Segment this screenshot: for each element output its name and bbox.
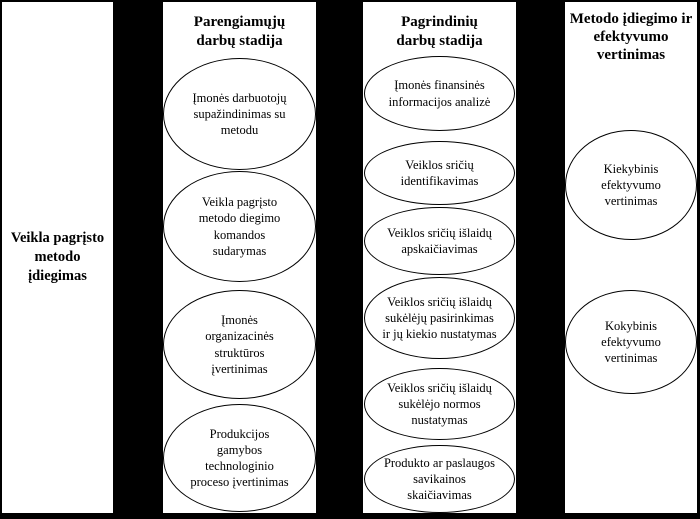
- stage-column-main: [363, 2, 516, 513]
- column-title-main: Pagrindinių darbų stadija: [396, 14, 483, 49]
- stage-column-evaluation: [565, 2, 697, 513]
- process-step-ellipse: [364, 56, 515, 131]
- step-label: Veiklos sričių identifikavimas: [400, 157, 479, 188]
- step-label: Veiklos sričių išlaidų sukėlėjo normos nustatymas: [387, 380, 492, 428]
- process-step-ellipse: [565, 290, 697, 394]
- step-label: Veikla pagrįsto metodo diegimo komandos sudarymas: [198, 195, 281, 258]
- stage-column-preparatory: [163, 2, 316, 513]
- process-step-ellipse: [565, 130, 697, 240]
- process-step-ellipse: [364, 445, 515, 513]
- step-label: Kiekybinis efektyvumo vertinimas: [601, 161, 661, 209]
- step-label: Įmonės darbuotojų supažindinimas su metodu: [192, 90, 287, 138]
- step-label: Veiklos sričių išlaidų apskaičiavimas: [387, 225, 492, 256]
- process-step-ellipse: [364, 207, 515, 275]
- process-step-ellipse: [163, 58, 316, 170]
- process-step-ellipse: [364, 141, 515, 205]
- step-label: Veiklos sričių išlaidų sukėlėjų pasirinkimas ir jų kiekio nustatymas: [382, 294, 497, 342]
- process-step-ellipse: [364, 368, 515, 440]
- step-label: Produkto ar paslaugos savikainos skaičiavimas: [383, 455, 496, 503]
- step-label: Produkcijos gamybos technologinio proceso įvertinimas: [190, 426, 289, 490]
- column-title-evaluation: Metodo įdiegimo ir efektyvumo vertinimas: [569, 11, 693, 63]
- process-step-ellipse: [163, 171, 316, 282]
- process-step-ellipse: [163, 290, 316, 399]
- step-label: Įmonės organizacinės struktūros įvertinimas: [205, 313, 274, 376]
- process-step-ellipse: [364, 277, 515, 359]
- stage-column-overall: [2, 2, 113, 513]
- step-label: Įmonės finansinės informacijos analizė: [388, 78, 491, 109]
- column-title-preparatory: Parengiamųjų darbų stadija: [193, 14, 286, 49]
- step-label: Kokybinis efektyvumo vertinimas: [601, 318, 661, 366]
- overall-stage-label: Veikla pagrįsto metodo įdiegimas: [10, 230, 105, 284]
- process-step-ellipse: [163, 404, 316, 512]
